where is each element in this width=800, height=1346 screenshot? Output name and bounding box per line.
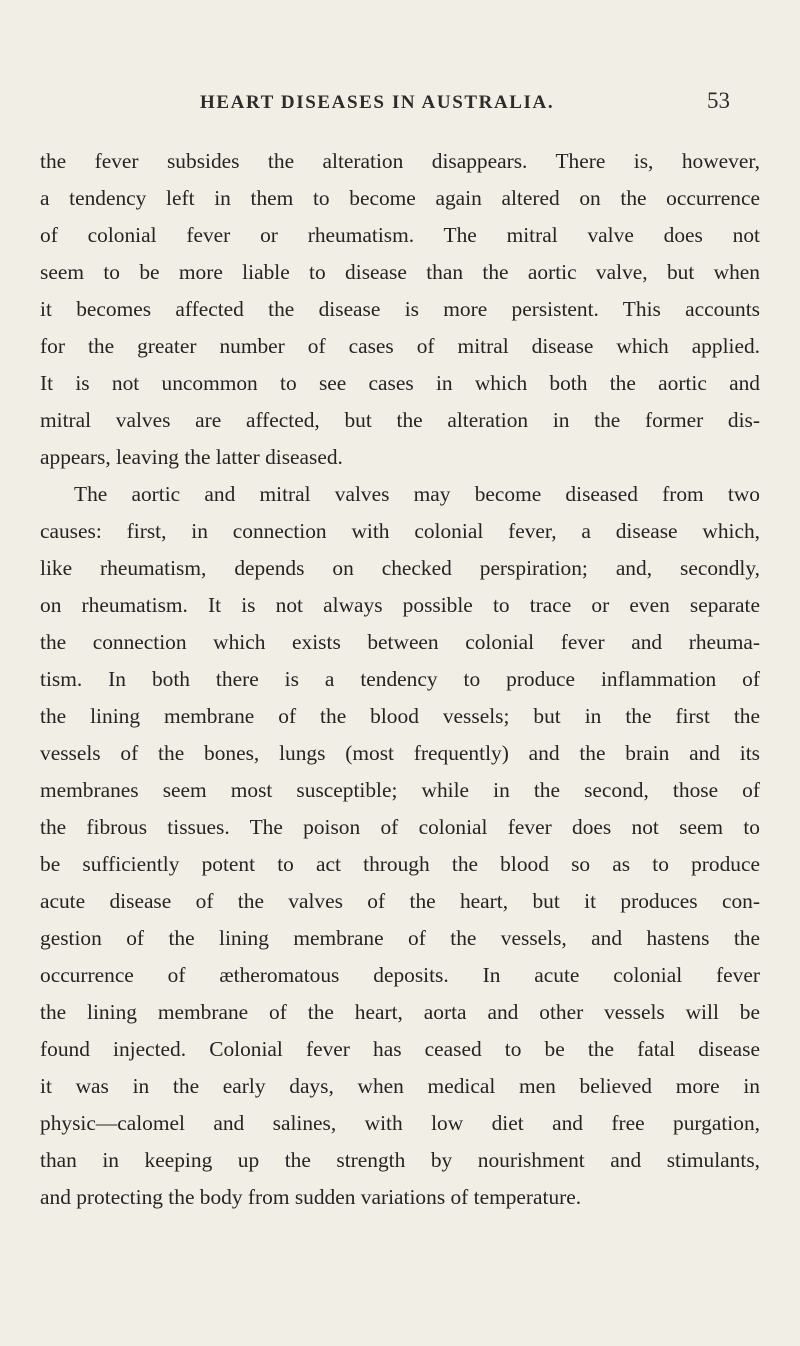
text-line: mitral valves are affected, but the alteration in the former dis- — [40, 408, 760, 432]
text-line: for the greater number of cases of mitral disease which applied. — [40, 334, 760, 358]
text-line: seem to be more liable to disease than the aortic valve, but when — [40, 260, 760, 284]
text-line: it was in the early days, when medical men believed more in — [40, 1074, 760, 1098]
running-head-title: HEART DISEASES IN AUSTRALIA. — [200, 92, 555, 113]
text-line: the connection which exists between colonial fever and rheuma- — [40, 630, 760, 654]
text-line: be sufficiently potent to act through the blood so as to produce — [40, 852, 760, 876]
text-line: causes: first, in connection with colonial fever, a disease which, — [40, 519, 760, 543]
text-line: the lining membrane of the heart, aorta and other vessels will be — [40, 1000, 760, 1024]
page-number: 53 — [707, 88, 730, 113]
text-line: gestion of the lining membrane of the vessels, and hastens the — [40, 926, 760, 950]
text-line: the fever subsides the alteration disappears. There is, however, — [40, 149, 760, 173]
text-line: than in keeping up the strength by nourishment and stimulants, — [40, 1148, 760, 1172]
text-line: a tendency left in them to become again altered on the occurrence — [40, 186, 760, 210]
text-line: occurrence of ætheromatous deposits. In acute colonial fever — [40, 963, 760, 987]
text-line: tism. In both there is a tendency to produce inflammation of — [40, 667, 760, 691]
text-line: of colonial fever or rheumatism. The mitral valve does not — [40, 223, 760, 247]
text-line: the fibrous tissues. The poison of colonial fever does not seem to — [40, 815, 760, 839]
text-line: like rheumatism, depends on checked perspiration; and, secondly, — [40, 556, 760, 580]
running-head — [40, 88, 740, 118]
text-line: and protecting the body from sudden variations of temperature. — [40, 1185, 582, 1209]
text-line: The aortic and mitral valves may become diseased from two — [74, 482, 760, 506]
text-line: the lining membrane of the blood vessels; but in the first the — [40, 704, 760, 728]
text-line: physic—calomel and salines, with low diet and free purgation, — [40, 1111, 760, 1135]
text-line: on rheumatism. It is not always possible to trace or even separate — [40, 593, 760, 617]
body-text — [40, 143, 760, 1216]
text-line: found injected. Colonial fever has ceased to be the fatal disease — [40, 1037, 760, 1061]
text-line: membranes seem most susceptible; while in the second, those of — [40, 778, 760, 802]
text-line: vessels of the bones, lungs (most frequently) and the brain and its — [40, 741, 760, 765]
text-line: it becomes affected the disease is more persistent. This accounts — [40, 297, 760, 321]
text-line: acute disease of the valves of the heart, but it produces con- — [40, 889, 760, 913]
text-line: It is not uncommon to see cases in which both the aortic and — [40, 371, 760, 395]
text-line: appears, leaving the latter diseased. — [40, 445, 343, 469]
